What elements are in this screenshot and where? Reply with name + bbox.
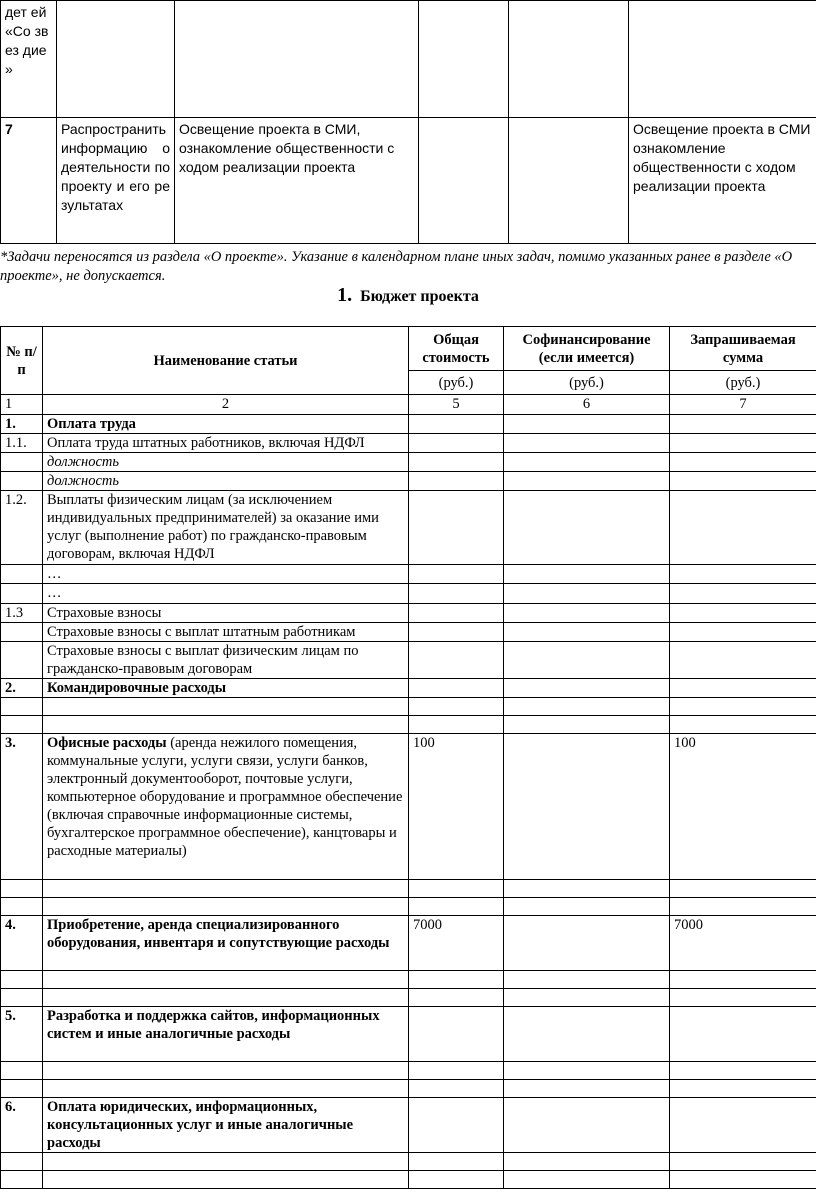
plan-row-number: 7 xyxy=(1,118,57,244)
plan-row-col4 xyxy=(419,118,509,244)
plan-row-event: Освещение проекта в СМИ, ознакомление общественности с ходом реализации проекта xyxy=(175,118,419,244)
table-row: должность xyxy=(1,472,816,491)
plan-row-col5 xyxy=(509,118,629,244)
table-row xyxy=(1,1080,816,1098)
table-row xyxy=(1,1062,816,1080)
plan-fragment-text: дет ей «Со звез дие » xyxy=(1,1,57,118)
table-row xyxy=(1,716,816,734)
table-row: 4. Приобретение, аренда специализированного оборудования, инвентаря и сопутствующие расходы 7000 7000 xyxy=(1,916,816,971)
table-row: 1.3 Страховые взносы xyxy=(1,604,816,623)
unit-requested: (руб.) xyxy=(670,371,816,395)
table-row: 1.2. Выплаты физическим лицам (за исключением индивидуальных предпринимателей) за оказание ими услуг (выполнение работ) по гражданско-правовым договорам, включая НДФЛ xyxy=(1,491,816,565)
table-row xyxy=(1,698,816,716)
header-name: Наименование статьи xyxy=(43,327,409,395)
table-row: 5. Разработка и поддержка сайтов, информационных систем и иные аналогичные расходы xyxy=(1,1007,816,1062)
table-row: … xyxy=(1,584,816,604)
table-row: 1. Оплата труда xyxy=(1,415,816,434)
plan-row-task: Распространить информацию о деятельности по проекту и его результатах xyxy=(57,118,175,244)
budget-index-row: 1 2 5 6 7 xyxy=(1,395,816,415)
table-row xyxy=(1,898,816,916)
table-row xyxy=(1,880,816,898)
plan-fragment-row xyxy=(1,1,816,118)
table-row: Страховые взносы с выплат физическим лицам по гражданско-правовым договорам xyxy=(1,642,816,679)
plan-table xyxy=(0,0,816,244)
plan-row-result: Освещение проекта в СМИ ознакомление общественности с ходом реализации проекта xyxy=(629,118,816,244)
header-cofin: Софинансирование (если имеется) xyxy=(504,327,670,371)
header-total: Общая стоимость xyxy=(409,327,504,371)
plan-row-7 xyxy=(1,118,816,244)
table-row xyxy=(1,1171,816,1189)
table-row: должность xyxy=(1,453,816,472)
table-row: 3. Офисные расходы (аренда нежилого помещения, коммунальные услуги, услуги связи, услуги банков, электронный документооборот, почтовые услуги, компьютерное оборудование и программное обеспечение (включая справочные информационные системы, бухгалтерское программное обеспечение), канцтовары и расходные материалы) 100 100 xyxy=(1,734,816,880)
footnote: *Задачи переносятся из раздела «О проекте». Указание в календарном плане иных задач, помимо указанных ранее в разделе «О проекте», не допускается. xyxy=(0,249,793,284)
budget-header-row xyxy=(1,327,816,371)
header-num: № п/п xyxy=(1,327,43,395)
section-title xyxy=(0,284,816,307)
section-title-text: Бюджет проекта xyxy=(360,288,479,305)
unit-cofin: (руб.) xyxy=(504,371,670,395)
unit-total: (руб.) xyxy=(409,371,504,395)
table-row: 2. Командировочные расходы xyxy=(1,679,816,698)
table-row xyxy=(1,1153,816,1171)
table-row xyxy=(1,971,816,989)
table-row: 6. Оплата юридических, информационных, консультационных услуг и иные аналогичные расходы xyxy=(1,1098,816,1153)
budget-table xyxy=(0,326,816,1189)
section-number: 1. xyxy=(337,284,353,306)
table-row: … xyxy=(1,565,816,584)
table-row: 1.1. Оплата труда штатных работников, включая НДФЛ xyxy=(1,434,816,453)
header-requested: Запрашиваемая сумма xyxy=(670,327,816,371)
table-row xyxy=(1,989,816,1007)
table-row: Страховые взносы с выплат штатным работникам xyxy=(1,623,816,642)
